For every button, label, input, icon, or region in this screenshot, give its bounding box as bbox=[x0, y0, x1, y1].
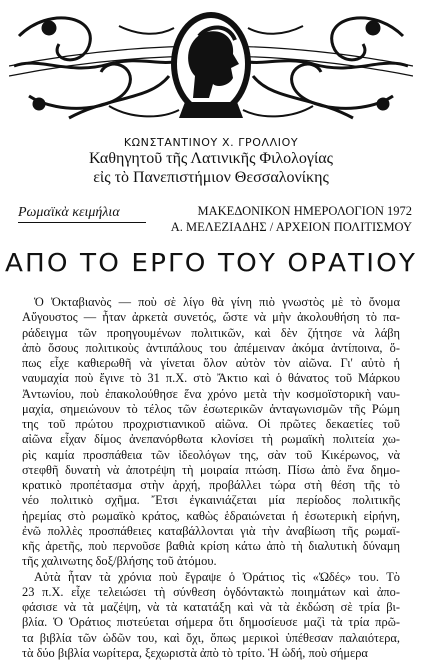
article-text-line: νέο πολιτικὸ σχῆμα. Ἔτσι ἐγκαινιάζεται μία περίοδος πολιτικῆς bbox=[22, 493, 400, 508]
author-title-line-2: εἰς τὸ Πανεπιστήμιον Θεσσαλονίκης bbox=[0, 169, 422, 187]
article-text-line: της τοῦ πρώτου προχριστιανικοῦ αἰῶνα. Οἱ πρῶτες δεκαετίες τοῦ bbox=[22, 417, 400, 432]
article-text-line: ἀπὸ ὅσους πολιτικοὺς ἀντιπάλους του ἀπέμειναν ἀκόμα ἀντίποινα, ὅ- bbox=[22, 341, 400, 356]
article-text-line: ἐνῶ πολλὲς προσπάθειες καταβάλλονται γιὰ τὴν ἀναβίωση τῆς ρωμαϊ- bbox=[22, 524, 400, 539]
article-text-line: Αὐτὰ ἦταν τὰ χρόνια ποὺ ἔγραψε ὁ Ὀράτιος τὶς «Ὠδές» του. Τὸ bbox=[22, 570, 400, 585]
article-paragraph-2 bbox=[22, 570, 400, 661]
article-text-line: ναυμαχία ποὺ ἔγινε τὸ 31 π.Χ. στὸ Ἄκτιο καὶ ὁ θάνατος τοῦ Μάρκου bbox=[22, 371, 400, 386]
article-text-line: ρὶς καμία προσπάθεια τῶν ἰδεολόγων της, σὰν τοῦ Κικέρωνος, νὰ bbox=[22, 448, 400, 463]
article-text-line: βλία. Ὁ Ὀράτιος πιστεύεται σήμερα ὅτι δημοσίευσε μαζὶ τὰ τρία πρῶ- bbox=[22, 615, 400, 630]
ornamental-header-engraving bbox=[9, 6, 413, 126]
article-text-line: Ἀντωνίου, ποὺ ἐπακολούθησε ἕνα χρόνο μετὰ τὴν κοσμοϊστορικὴ ναυ- bbox=[22, 387, 400, 402]
article-text-line: ἠρεμίας στὸ ρωμαϊκὸ κράτος, καθὼς ἑδραιώνεται ἡ ἐσωτερικὴ εἰρήνη, bbox=[22, 509, 400, 524]
article-paragraph-1 bbox=[22, 295, 400, 570]
author-title-line-1: Καθηγητοῦ τῆς Λατινικῆς Φιλολογίας bbox=[0, 150, 422, 168]
article-text-line: τα βιβλία τῶν ὠδῶν του, καὶ ὄχι, ὅπως μερικοὶ ὑπέθεσαν παλαιότερα, bbox=[22, 631, 400, 646]
series-label: Ρωμαϊκὰ κειμήλια bbox=[18, 205, 146, 223]
article-text-line: κῆς ἀρετῆς, ποὺ περνοῦσε βαθιὰ κρίση κάτω ἀπὸ τὴ διαλυτικὴ δύναμη bbox=[22, 539, 400, 554]
article-text-line: τῆς χαλινωτης δοξ/βλήσης τοῦ ἀτόμου. bbox=[22, 554, 400, 569]
source-line-1: ΜΑΚΕΔΟΝΙΚΟΝ ΗΜΕΡΟΛΟΓΙΟΝ 1972 bbox=[142, 203, 412, 219]
article-text-line: μαχία, σημειώνουν τὸ τέλος τῶν ἐσωτερικῶν ἀνταγωνισμῶν τῆς Ρώμη bbox=[22, 402, 400, 417]
article-text-line: στεφθῆ δυνατὴ νὰ ἀποτρέψη τὴ μοιραία πτώση. Πίσω ἀπὸ ἕνα δημο- bbox=[22, 463, 400, 478]
article-text-line: Αὔγουστος — ἦταν ἀρκετὰ συνετός, ὥστε νὰ μὴν ἀκολουθήση τὸ πα- bbox=[22, 310, 400, 325]
author-name: ΚΩΝΣΤΑΝΤΙΝΟΥ Χ. ΓΡΟΛΛΙΟΥ bbox=[0, 136, 422, 149]
article-text-line: ράδειγμα τῶν προηγουμένων πολιτικῶν, καὶ δὲν ζήτησε νὰ λάβη bbox=[22, 326, 400, 341]
article-text-line: τὰ δύο βιβλία νωρίτερα, ξεχωριστὰ ἀπὸ τὸ τρίτο. Ἡ ὠδή, ποὺ σήμερα bbox=[22, 646, 400, 661]
article-text-line: φάσισε νὰ τὰ μαζέψη, νὰ τὰ κατατάξη καὶ νὰ τὰ ἐκδώση σὲ τρία βι- bbox=[22, 600, 400, 615]
article-text-line: πως εἶχε καθιερωθῆ νὰ γίνεται ὅλον αὐτὸν τὸν αἰῶνα. Γι' αὐτὸ ἡ bbox=[22, 356, 400, 371]
source-citation bbox=[142, 203, 412, 235]
article-body bbox=[22, 295, 400, 661]
article-title: ΑΠΟ ΤΟ ΕΡΓΟ ΤΟΥ ΟΡΑΤΙΟΥ bbox=[0, 248, 422, 277]
article-text-line: 23 π.Χ. εἶχε τελειώσει τὴ σύνθεση ὀγδόντακτὼ ποιημάτων καὶ ἀπο- bbox=[22, 585, 400, 600]
article-text-line: Ὁ Ὀκταβιανὸς — ποὺ σὲ λίγο θὰ γίνη πιὸ γνωστὸς μὲ τὸ ὄνομα bbox=[22, 295, 400, 310]
article-text-line: αἰῶνα εἶχαν δίμος ἀνεπανόρθωτα κλονίσει τὴ ρωμαϊκὴ πολιτεία χω- bbox=[22, 432, 400, 447]
source-line-2: Α. ΜΕΛΕΖΙΑΔΗΣ / ΑΡΧΕΙΟΝ ΠΟΛΙΤΙΣΜΟΥ bbox=[142, 219, 412, 235]
article-text-line: κρατικὸ προπέτασμα στὴν ἀρχή, προβάλλει τώρα στὴ θέση τῆς τὸ bbox=[22, 478, 400, 493]
